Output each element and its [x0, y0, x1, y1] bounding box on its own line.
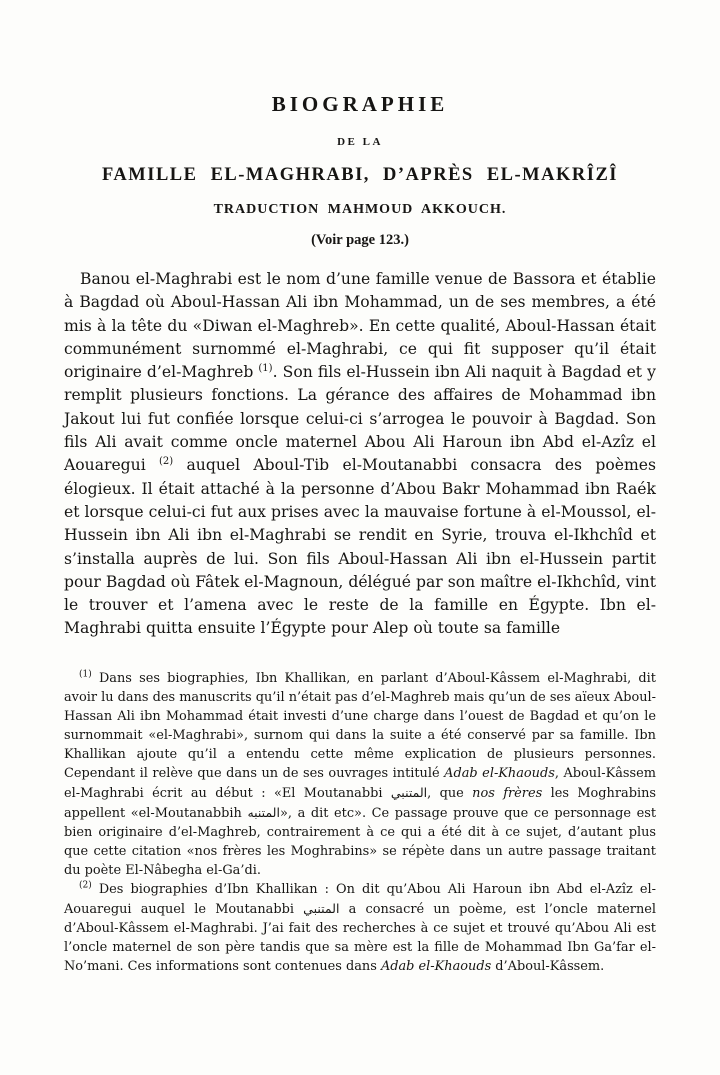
heading-block: [64, 92, 656, 249]
footnote-1-italic-phrase: nos frères: [472, 785, 543, 801]
body-text-segment-2: . Son fils el-Hussein ibn Ali naquit à Bagdad et y remplit plusieurs fonctions. La gérance des affaires de Mohammad ibn Jakout lui fut confiée lorsque celui-ci s’arrogea le pouvoir à Bagdad. Son fils Ali avait comme oncle maternel Abou Ali Haroun ibn Abd el-Azîz el Aouaregui: [64, 363, 656, 475]
footnote-1-marker: (1): [79, 669, 92, 680]
footnote-2-marker: (2): [79, 880, 92, 891]
footnote-1: [64, 669, 656, 880]
footnote-1-segment-1: Dans ses biographies, Ibn Khallikan, en parlant d’Aboul-Kâssem el-Maghrabi, dit avoir lu dans des manuscrits qu’il n’était pas d’el-Maghreb mais qu’un de ses aïeux Aboul-Hassan Ali ibn Mohammad était investi d’une charge dans l’ouest de Bagdad et qu’on le surnommait «el-Maghrabi», surnom qui dans la suite a été conservé par sa famille. Ibn Khallikan ajoute qu’il a entendu cette même explication de plusieurs personnes. Cependant il relève que dans un de ses ouvrages intitulé: [64, 670, 656, 781]
body-text-segment-1: Banou el-Maghrabi est le nom d’une famille venue de Bassora et établie à Bagdad où Aboul-Hassan Ali ibn Mohammad, un de ses membres, a été mis à la tête du «Diwan el-Maghreb». En cette qualité, Aboul-Hassan était communément surnommé el-Maghrabi, ce qui fit supposer qu’il était originaire d’el-Maghreb: [64, 270, 656, 382]
footnote-1-segment-3: , que: [427, 785, 473, 801]
page-title: BIOGRAPHIE: [271, 92, 449, 116]
body-paragraph: [64, 268, 656, 641]
voir-page-reference: (Voir page 123.): [311, 232, 409, 248]
footnote-ref-2: (2): [159, 456, 174, 468]
footnote-1-segment-2: , Aboul-Kâssem el-Maghrabi écrit au début : «El Moutanabbi: [64, 765, 656, 801]
footnote-1-arabic-word-2: المتنبه: [247, 804, 280, 820]
subtitle-de-la: DE LA: [337, 136, 383, 148]
traduction-line: TRADUCTION MAHMOUD AKKOUCH.: [213, 202, 507, 217]
family-title: FAMILLE EL-MAGHRABI, D’APRÈS EL-MAKRÎZÎ: [102, 165, 618, 185]
footnote-1-book-title-1: Adab el-Khaouds: [444, 765, 555, 781]
footnote-2-arabic-word-1: المتنبي: [303, 900, 340, 916]
footnotes-block: [64, 669, 656, 976]
footnote-ref-1: (1): [258, 363, 273, 374]
footnote-2-book-title-1: Adab el-Khaouds: [380, 958, 492, 974]
footnote-1-segment-5: », a dit etc». Ce passage prouve que ce personnage est bien originaire d’el-Maghreb, contrairement à ce qui a été dit à ce sujet, d’autant plus que cette citation «nos frères les Moghrabins» se répète dans un autre passage traitant du poète El-Nâbegha el-Ga’di.: [64, 805, 656, 878]
footnote-1-segment-4: les Moghrabins appellent «el-Moutanabbih: [64, 785, 656, 821]
footnote-1-arabic-word-1: المتنبي: [390, 784, 428, 800]
footnote-2-segment-1: Des biographies d’Ibn Khallikan : On dit qu’Abou Ali Haroun ibn Abd el-Azîz el-Aouaregui auquel le Moutanabbi: [64, 881, 656, 917]
footnote-2-segment-2: a consacré un poème, est l’oncle maternel d’Aboul-Kâssem el-Maghrabi. J’ai fait des recherches à ce sujet et trouvé qu’Abou Ali est l’oncle maternel de son père tandis que sa mère est la fille de Mohammad Ibn Ga’far el-No’mani. Ces informations sont contenues dans: [64, 901, 656, 974]
body-text-segment-3: auquel Aboul-Tib el-Moutanabbi consacra des poèmes élogieux. Il était attaché à la personne d’Abou Bakr Mohammad ibn Raék et lorsque celui-ci fut aux prises avec la mauvaise fortune à el-Moussol, el-Hussein ibn Ali ibn el-Maghrabi se rendit en Syrie, trouva el-Ikhchîd et s’installa auprès de lui. Son fils Aboul-Hassan Ali ibn el-Hussein partit pour Bagdad où Fâtek el-Magnoun, délégué par son maître el-Ikhchîd, vint le trouver et l’amena avec le reste de la famille en Égypte. Ibn el-Maghrabi quitta ensuite l’Égypte pour Alep où toute sa famille: [64, 456, 656, 638]
footnote-2: [64, 880, 656, 976]
footnote-2-segment-3: d’Aboul-Kâssem.: [491, 958, 605, 974]
